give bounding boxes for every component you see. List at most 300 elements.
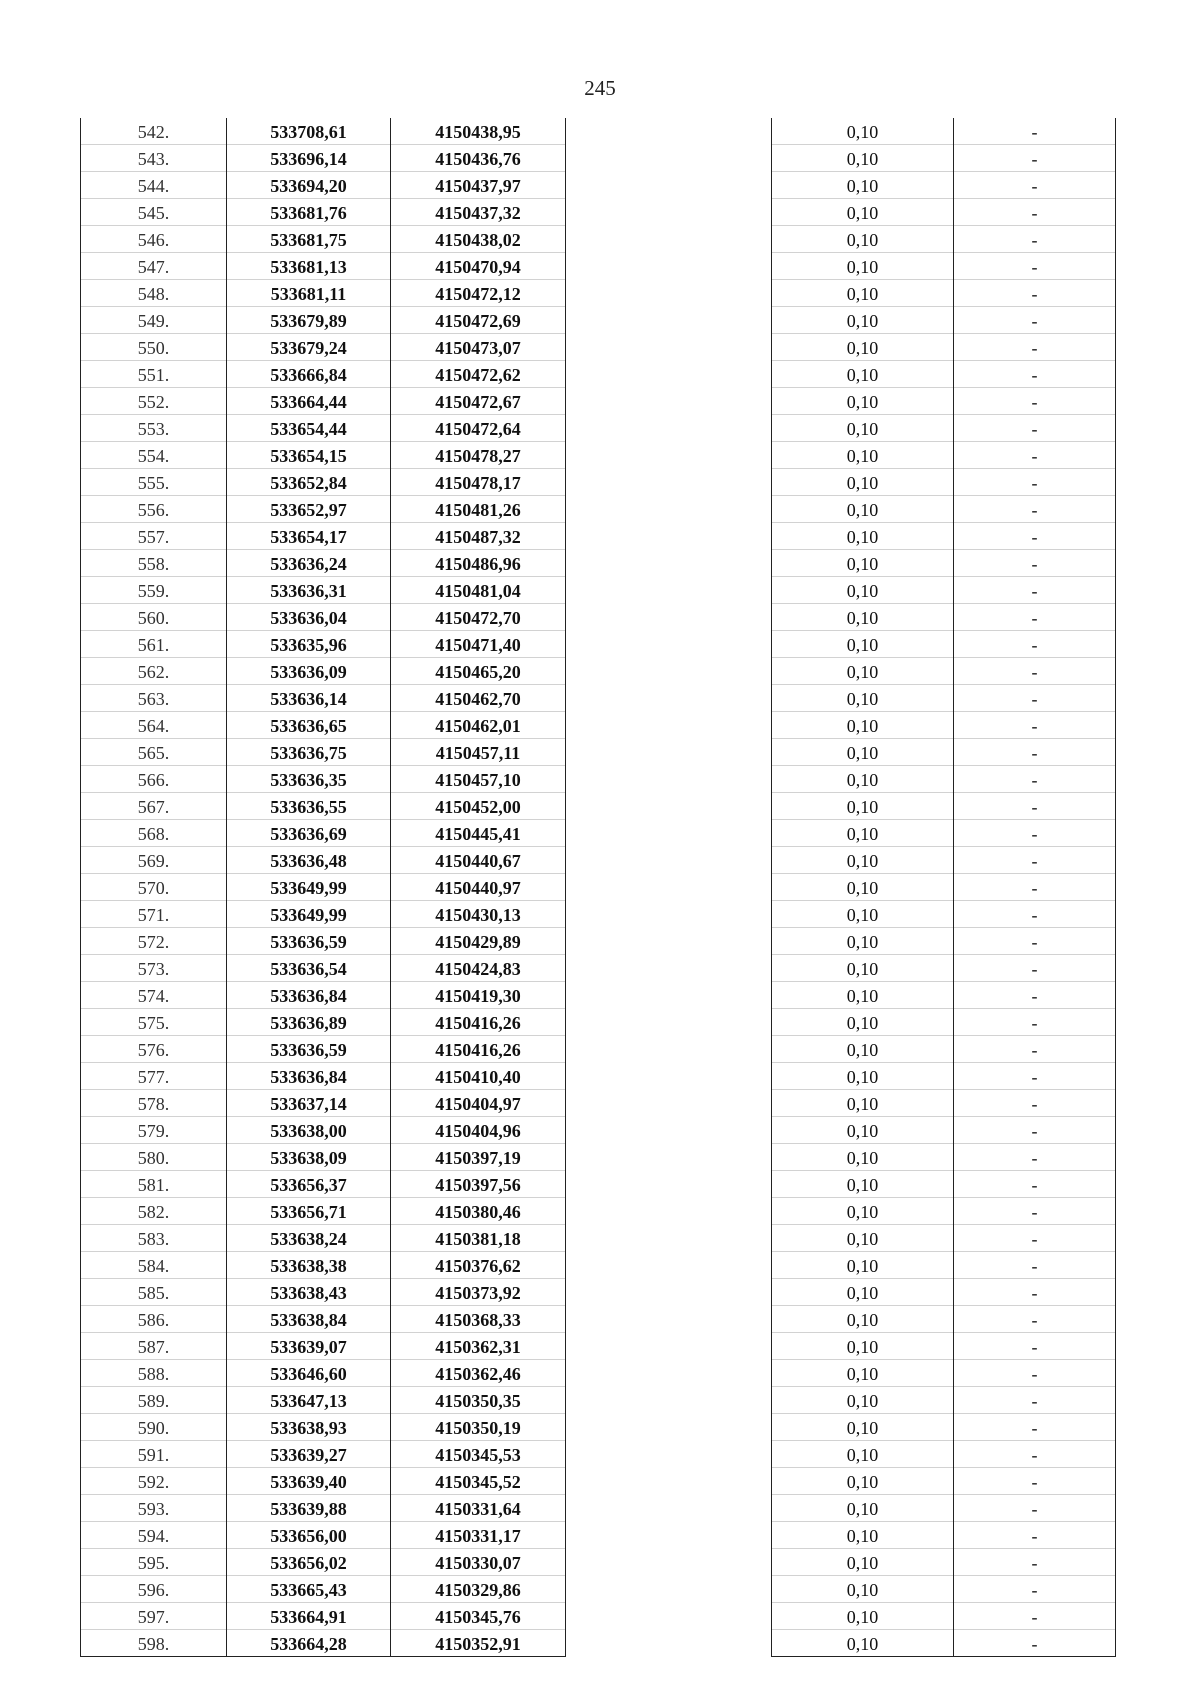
table-row bbox=[81, 199, 566, 226]
x-coordinate: 533636,75 bbox=[227, 739, 391, 766]
point-number: 543. bbox=[81, 145, 227, 172]
note-value: - bbox=[954, 1009, 1116, 1036]
point-number: 581. bbox=[81, 1171, 227, 1198]
point-number: 562. bbox=[81, 658, 227, 685]
x-coordinate: 533654,15 bbox=[227, 442, 391, 469]
table-row bbox=[772, 1495, 1116, 1522]
note-value: - bbox=[954, 604, 1116, 631]
note-value: - bbox=[954, 955, 1116, 982]
y-coordinate: 4150424,83 bbox=[391, 955, 566, 982]
table-row bbox=[772, 199, 1116, 226]
table-row bbox=[772, 1387, 1116, 1414]
note-value: - bbox=[954, 388, 1116, 415]
accuracy-value: 0,10 bbox=[772, 253, 954, 280]
y-coordinate: 4150437,32 bbox=[391, 199, 566, 226]
note-value: - bbox=[954, 928, 1116, 955]
y-coordinate: 4150481,04 bbox=[391, 577, 566, 604]
table-row bbox=[772, 1279, 1116, 1306]
table-row bbox=[81, 793, 566, 820]
x-coordinate: 533636,89 bbox=[227, 1009, 391, 1036]
x-coordinate: 533638,09 bbox=[227, 1144, 391, 1171]
y-coordinate: 4150481,26 bbox=[391, 496, 566, 523]
note-value: - bbox=[954, 280, 1116, 307]
accuracy-value: 0,10 bbox=[772, 793, 954, 820]
point-number: 547. bbox=[81, 253, 227, 280]
point-number: 593. bbox=[81, 1495, 227, 1522]
table-row bbox=[772, 361, 1116, 388]
point-number: 544. bbox=[81, 172, 227, 199]
table-row bbox=[772, 874, 1116, 901]
accuracy-value: 0,10 bbox=[772, 1036, 954, 1063]
point-number: 580. bbox=[81, 1144, 227, 1171]
table-row bbox=[81, 307, 566, 334]
table-row bbox=[772, 901, 1116, 928]
x-coordinate: 533636,48 bbox=[227, 847, 391, 874]
accuracy-value: 0,10 bbox=[772, 1468, 954, 1495]
table-row bbox=[81, 496, 566, 523]
note-value: - bbox=[954, 631, 1116, 658]
point-number: 548. bbox=[81, 280, 227, 307]
point-number: 576. bbox=[81, 1036, 227, 1063]
table-row bbox=[772, 1360, 1116, 1387]
note-value: - bbox=[954, 361, 1116, 388]
table-row bbox=[772, 604, 1116, 631]
accuracy-value: 0,10 bbox=[772, 307, 954, 334]
x-coordinate: 533636,84 bbox=[227, 1063, 391, 1090]
note-value: - bbox=[954, 226, 1116, 253]
x-coordinate: 533639,07 bbox=[227, 1333, 391, 1360]
x-coordinate: 533639,27 bbox=[227, 1441, 391, 1468]
accuracy-value: 0,10 bbox=[772, 685, 954, 712]
table-row bbox=[772, 1306, 1116, 1333]
accuracy-value: 0,10 bbox=[772, 1279, 954, 1306]
x-coordinate: 533679,89 bbox=[227, 307, 391, 334]
x-coordinate: 533635,96 bbox=[227, 631, 391, 658]
note-value: - bbox=[954, 523, 1116, 550]
accuracy-value: 0,10 bbox=[772, 199, 954, 226]
table-row bbox=[772, 1144, 1116, 1171]
note-value: - bbox=[954, 1414, 1116, 1441]
accuracy-value: 0,10 bbox=[772, 442, 954, 469]
table-row bbox=[81, 1279, 566, 1306]
accuracy-value: 0,10 bbox=[772, 1414, 954, 1441]
x-coordinate: 533639,88 bbox=[227, 1495, 391, 1522]
point-number: 573. bbox=[81, 955, 227, 982]
note-value: - bbox=[954, 1333, 1116, 1360]
note-value: - bbox=[954, 118, 1116, 145]
y-coordinate: 4150440,67 bbox=[391, 847, 566, 874]
y-coordinate: 4150345,76 bbox=[391, 1603, 566, 1630]
x-coordinate: 533649,99 bbox=[227, 901, 391, 928]
point-number: 583. bbox=[81, 1225, 227, 1252]
x-coordinate: 533681,11 bbox=[227, 280, 391, 307]
table-row bbox=[772, 631, 1116, 658]
y-coordinate: 4150419,30 bbox=[391, 982, 566, 1009]
accuracy-value: 0,10 bbox=[772, 415, 954, 442]
table-row bbox=[772, 172, 1116, 199]
x-coordinate: 533636,14 bbox=[227, 685, 391, 712]
y-coordinate: 4150457,11 bbox=[391, 739, 566, 766]
note-value: - bbox=[954, 766, 1116, 793]
point-number: 545. bbox=[81, 199, 227, 226]
x-coordinate: 533638,84 bbox=[227, 1306, 391, 1333]
x-coordinate: 533649,99 bbox=[227, 874, 391, 901]
point-number: 553. bbox=[81, 415, 227, 442]
point-number: 555. bbox=[81, 469, 227, 496]
table-row bbox=[772, 820, 1116, 847]
note-value: - bbox=[954, 1063, 1116, 1090]
point-number: 551. bbox=[81, 361, 227, 388]
table-row bbox=[81, 982, 566, 1009]
y-coordinate: 4150472,62 bbox=[391, 361, 566, 388]
accuracy-value: 0,10 bbox=[772, 712, 954, 739]
note-value: - bbox=[954, 199, 1116, 226]
accuracy-value: 0,10 bbox=[772, 226, 954, 253]
table-row bbox=[81, 847, 566, 874]
x-coordinate: 533647,13 bbox=[227, 1387, 391, 1414]
coordinates-table-body bbox=[81, 118, 566, 1657]
y-coordinate: 4150452,00 bbox=[391, 793, 566, 820]
x-coordinate: 533638,00 bbox=[227, 1117, 391, 1144]
note-value: - bbox=[954, 1387, 1116, 1414]
note-value: - bbox=[954, 1090, 1116, 1117]
y-coordinate: 4150445,41 bbox=[391, 820, 566, 847]
note-value: - bbox=[954, 442, 1116, 469]
table-row bbox=[81, 577, 566, 604]
accuracy-table-body bbox=[772, 118, 1116, 1657]
x-coordinate: 533654,44 bbox=[227, 415, 391, 442]
note-value: - bbox=[954, 253, 1116, 280]
table-row bbox=[81, 1522, 566, 1549]
y-coordinate: 4150473,07 bbox=[391, 334, 566, 361]
table-row bbox=[81, 172, 566, 199]
note-value: - bbox=[954, 685, 1116, 712]
note-value: - bbox=[954, 1036, 1116, 1063]
point-number: 577. bbox=[81, 1063, 227, 1090]
note-value: - bbox=[954, 1441, 1116, 1468]
table-row bbox=[772, 766, 1116, 793]
table-row bbox=[81, 1009, 566, 1036]
y-coordinate: 4150368,33 bbox=[391, 1306, 566, 1333]
table-row bbox=[772, 334, 1116, 361]
point-number: 557. bbox=[81, 523, 227, 550]
accuracy-value: 0,10 bbox=[772, 928, 954, 955]
table-row bbox=[81, 1441, 566, 1468]
note-value: - bbox=[954, 658, 1116, 685]
table-row bbox=[81, 1387, 566, 1414]
point-number: 586. bbox=[81, 1306, 227, 1333]
table-row bbox=[81, 739, 566, 766]
note-value: - bbox=[954, 1522, 1116, 1549]
accuracy-value: 0,10 bbox=[772, 1603, 954, 1630]
table-row bbox=[772, 1603, 1116, 1630]
accuracy-value: 0,10 bbox=[772, 982, 954, 1009]
note-value: - bbox=[954, 874, 1116, 901]
point-number: 564. bbox=[81, 712, 227, 739]
accuracy-value: 0,10 bbox=[772, 523, 954, 550]
accuracy-value: 0,10 bbox=[772, 1576, 954, 1603]
point-number: 584. bbox=[81, 1252, 227, 1279]
accuracy-value: 0,10 bbox=[772, 1549, 954, 1576]
table-row bbox=[772, 1009, 1116, 1036]
y-coordinate: 4150478,17 bbox=[391, 469, 566, 496]
point-number: 587. bbox=[81, 1333, 227, 1360]
table-row bbox=[772, 712, 1116, 739]
table-row bbox=[772, 307, 1116, 334]
table-row bbox=[81, 1333, 566, 1360]
accuracy-value: 0,10 bbox=[772, 1009, 954, 1036]
table-row bbox=[81, 928, 566, 955]
y-coordinate: 4150404,97 bbox=[391, 1090, 566, 1117]
page-number: 245 bbox=[584, 76, 616, 100]
accuracy-value: 0,10 bbox=[772, 1333, 954, 1360]
table-row bbox=[81, 766, 566, 793]
table-row bbox=[772, 1576, 1116, 1603]
y-coordinate: 4150416,26 bbox=[391, 1009, 566, 1036]
table-row bbox=[772, 1090, 1116, 1117]
table-row bbox=[81, 631, 566, 658]
x-coordinate: 533696,14 bbox=[227, 145, 391, 172]
table-row bbox=[81, 1360, 566, 1387]
x-coordinate: 533694,20 bbox=[227, 172, 391, 199]
x-coordinate: 533652,97 bbox=[227, 496, 391, 523]
table-row bbox=[81, 1171, 566, 1198]
x-coordinate: 533681,75 bbox=[227, 226, 391, 253]
table-row bbox=[81, 118, 566, 145]
table-row bbox=[772, 523, 1116, 550]
table-row bbox=[81, 361, 566, 388]
table-row bbox=[772, 1036, 1116, 1063]
table-row bbox=[772, 928, 1116, 955]
note-value: - bbox=[954, 1171, 1116, 1198]
table-row bbox=[81, 1252, 566, 1279]
y-coordinate: 4150397,56 bbox=[391, 1171, 566, 1198]
table-row bbox=[772, 1630, 1116, 1657]
y-coordinate: 4150429,89 bbox=[391, 928, 566, 955]
x-coordinate: 533638,43 bbox=[227, 1279, 391, 1306]
point-number: 589. bbox=[81, 1387, 227, 1414]
y-coordinate: 4150331,64 bbox=[391, 1495, 566, 1522]
note-value: - bbox=[954, 577, 1116, 604]
table-row bbox=[81, 1036, 566, 1063]
table-row bbox=[81, 550, 566, 577]
x-coordinate: 533636,09 bbox=[227, 658, 391, 685]
table-row bbox=[81, 1117, 566, 1144]
note-value: - bbox=[954, 1360, 1116, 1387]
accuracy-value: 0,10 bbox=[772, 469, 954, 496]
table-row bbox=[81, 1603, 566, 1630]
y-coordinate: 4150416,26 bbox=[391, 1036, 566, 1063]
accuracy-value: 0,10 bbox=[772, 766, 954, 793]
table-row bbox=[772, 658, 1116, 685]
y-coordinate: 4150373,92 bbox=[391, 1279, 566, 1306]
table-row bbox=[772, 577, 1116, 604]
accuracy-table bbox=[771, 118, 1116, 1657]
point-number: 560. bbox=[81, 604, 227, 631]
table-row bbox=[772, 1549, 1116, 1576]
table-row bbox=[772, 226, 1116, 253]
y-coordinate: 4150462,70 bbox=[391, 685, 566, 712]
table-row bbox=[81, 1306, 566, 1333]
y-coordinate: 4150352,91 bbox=[391, 1630, 566, 1657]
table-row bbox=[772, 847, 1116, 874]
x-coordinate: 533638,38 bbox=[227, 1252, 391, 1279]
point-number: 598. bbox=[81, 1630, 227, 1657]
y-coordinate: 4150381,18 bbox=[391, 1225, 566, 1252]
y-coordinate: 4150331,17 bbox=[391, 1522, 566, 1549]
point-number: 579. bbox=[81, 1117, 227, 1144]
accuracy-value: 0,10 bbox=[772, 1117, 954, 1144]
table-row bbox=[772, 955, 1116, 982]
y-coordinate: 4150438,95 bbox=[391, 118, 566, 145]
table-row bbox=[81, 1495, 566, 1522]
table-row bbox=[81, 469, 566, 496]
table-row bbox=[772, 280, 1116, 307]
accuracy-value: 0,10 bbox=[772, 1144, 954, 1171]
table-row bbox=[772, 1252, 1116, 1279]
table-row bbox=[81, 658, 566, 685]
point-number: 550. bbox=[81, 334, 227, 361]
table-row bbox=[81, 145, 566, 172]
accuracy-value: 0,10 bbox=[772, 280, 954, 307]
table-row bbox=[772, 1333, 1116, 1360]
accuracy-value: 0,10 bbox=[772, 145, 954, 172]
y-coordinate: 4150472,64 bbox=[391, 415, 566, 442]
x-coordinate: 533639,40 bbox=[227, 1468, 391, 1495]
y-coordinate: 4150362,31 bbox=[391, 1333, 566, 1360]
point-number: 575. bbox=[81, 1009, 227, 1036]
table-row bbox=[772, 496, 1116, 523]
note-value: - bbox=[954, 1549, 1116, 1576]
table-row bbox=[81, 334, 566, 361]
accuracy-value: 0,10 bbox=[772, 1387, 954, 1414]
point-number: 585. bbox=[81, 1279, 227, 1306]
table-row bbox=[81, 1576, 566, 1603]
x-coordinate: 533679,24 bbox=[227, 334, 391, 361]
table-row bbox=[81, 1198, 566, 1225]
x-coordinate: 533636,59 bbox=[227, 1036, 391, 1063]
point-number: 549. bbox=[81, 307, 227, 334]
accuracy-value: 0,10 bbox=[772, 847, 954, 874]
table-row bbox=[81, 1468, 566, 1495]
note-value: - bbox=[954, 172, 1116, 199]
y-coordinate: 4150457,10 bbox=[391, 766, 566, 793]
y-coordinate: 4150472,70 bbox=[391, 604, 566, 631]
note-value: - bbox=[954, 334, 1116, 361]
note-value: - bbox=[954, 820, 1116, 847]
y-coordinate: 4150329,86 bbox=[391, 1576, 566, 1603]
y-coordinate: 4150330,07 bbox=[391, 1549, 566, 1576]
accuracy-value: 0,10 bbox=[772, 1495, 954, 1522]
point-number: 571. bbox=[81, 901, 227, 928]
point-number: 542. bbox=[81, 118, 227, 145]
accuracy-value: 0,10 bbox=[772, 631, 954, 658]
x-coordinate: 533636,84 bbox=[227, 982, 391, 1009]
table-row bbox=[772, 1063, 1116, 1090]
accuracy-value: 0,10 bbox=[772, 1522, 954, 1549]
table-row bbox=[81, 388, 566, 415]
x-coordinate: 533656,00 bbox=[227, 1522, 391, 1549]
x-coordinate: 533681,13 bbox=[227, 253, 391, 280]
x-coordinate: 533636,35 bbox=[227, 766, 391, 793]
table-row bbox=[772, 1225, 1116, 1252]
y-coordinate: 4150350,19 bbox=[391, 1414, 566, 1441]
table-row bbox=[772, 145, 1116, 172]
accuracy-value: 0,10 bbox=[772, 361, 954, 388]
point-number: 594. bbox=[81, 1522, 227, 1549]
y-coordinate: 4150430,13 bbox=[391, 901, 566, 928]
table-row bbox=[772, 1171, 1116, 1198]
point-number: 567. bbox=[81, 793, 227, 820]
x-coordinate: 533681,76 bbox=[227, 199, 391, 226]
x-coordinate: 533664,44 bbox=[227, 388, 391, 415]
accuracy-value: 0,10 bbox=[772, 1171, 954, 1198]
y-coordinate: 4150437,97 bbox=[391, 172, 566, 199]
note-value: - bbox=[954, 1630, 1116, 1657]
x-coordinate: 533636,24 bbox=[227, 550, 391, 577]
point-number: 574. bbox=[81, 982, 227, 1009]
note-value: - bbox=[954, 496, 1116, 523]
table-row bbox=[81, 1225, 566, 1252]
y-coordinate: 4150438,02 bbox=[391, 226, 566, 253]
y-coordinate: 4150362,46 bbox=[391, 1360, 566, 1387]
x-coordinate: 533652,84 bbox=[227, 469, 391, 496]
accuracy-value: 0,10 bbox=[772, 577, 954, 604]
table-row bbox=[772, 442, 1116, 469]
accuracy-value: 0,10 bbox=[772, 1225, 954, 1252]
y-coordinate: 4150380,46 bbox=[391, 1198, 566, 1225]
point-number: 558. bbox=[81, 550, 227, 577]
table-row bbox=[81, 874, 566, 901]
table-row bbox=[772, 550, 1116, 577]
accuracy-value: 0,10 bbox=[772, 604, 954, 631]
accuracy-value: 0,10 bbox=[772, 1360, 954, 1387]
x-coordinate: 533636,04 bbox=[227, 604, 391, 631]
table-row bbox=[772, 1198, 1116, 1225]
table-row bbox=[772, 118, 1116, 145]
note-value: - bbox=[954, 739, 1116, 766]
accuracy-value: 0,10 bbox=[772, 901, 954, 928]
x-coordinate: 533636,55 bbox=[227, 793, 391, 820]
point-number: 556. bbox=[81, 496, 227, 523]
table-row bbox=[772, 1522, 1116, 1549]
table-row bbox=[81, 280, 566, 307]
x-coordinate: 533636,54 bbox=[227, 955, 391, 982]
x-coordinate: 533664,28 bbox=[227, 1630, 391, 1657]
accuracy-value: 0,10 bbox=[772, 1306, 954, 1333]
x-coordinate: 533636,31 bbox=[227, 577, 391, 604]
x-coordinate: 533638,93 bbox=[227, 1414, 391, 1441]
note-value: - bbox=[954, 1495, 1116, 1522]
y-coordinate: 4150397,19 bbox=[391, 1144, 566, 1171]
table-row bbox=[772, 415, 1116, 442]
note-value: - bbox=[954, 1144, 1116, 1171]
accuracy-value: 0,10 bbox=[772, 1441, 954, 1468]
table-row bbox=[81, 415, 566, 442]
note-value: - bbox=[954, 1603, 1116, 1630]
table-row bbox=[81, 820, 566, 847]
x-coordinate: 533654,17 bbox=[227, 523, 391, 550]
table-row bbox=[81, 226, 566, 253]
table-row bbox=[772, 469, 1116, 496]
accuracy-value: 0,10 bbox=[772, 1198, 954, 1225]
y-coordinate: 4150465,20 bbox=[391, 658, 566, 685]
table-row bbox=[772, 982, 1116, 1009]
table-row bbox=[772, 1441, 1116, 1468]
y-coordinate: 4150440,97 bbox=[391, 874, 566, 901]
accuracy-value: 0,10 bbox=[772, 1630, 954, 1657]
table-row bbox=[81, 442, 566, 469]
